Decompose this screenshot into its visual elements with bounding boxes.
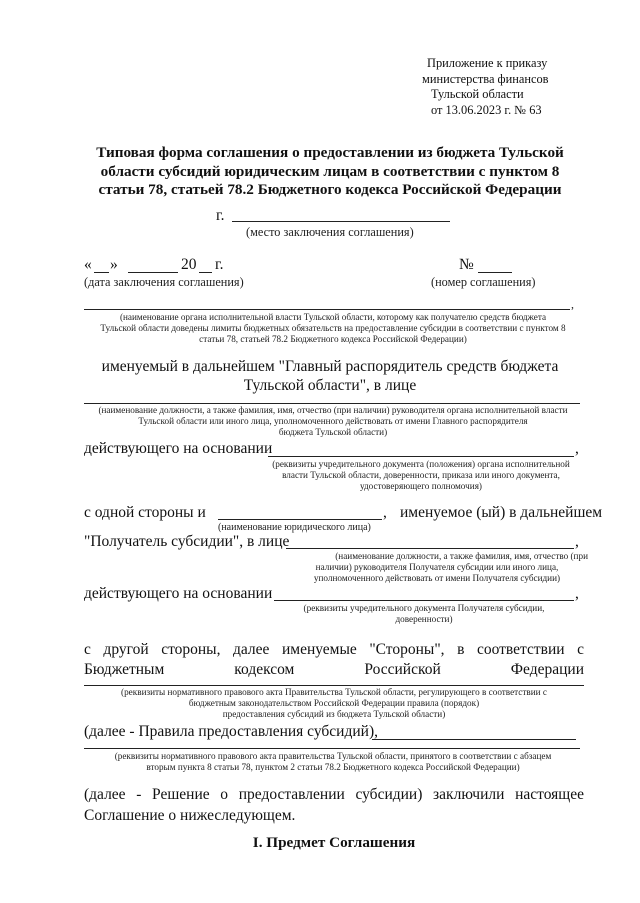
section-heading: I. Предмет Соглашения <box>252 834 416 851</box>
date-month-line[interactable] <box>128 272 178 273</box>
party-comma: , <box>383 504 387 521</box>
org-comma: , <box>571 297 574 311</box>
recipient-comma: , <box>575 533 579 550</box>
recipient-name-line[interactable] <box>286 548 574 549</box>
basis2-caption: (реквизиты учредительного документа Получателя субсидии, доверенности) <box>303 603 545 624</box>
rules-act-line[interactable] <box>84 685 584 686</box>
basis2-comma: , <box>575 585 579 602</box>
appendix-date: от 13.06.2023 г. № 63 <box>431 102 542 117</box>
org-caption: (наименование органа исполнительной власти Тульской области, которому как получателю средств бюджета Тульской области доведены лимиты бюджетных обязательств на предоставление субсидии в соответствии с пунктом 8 статьи 78, статьей 78.2 Бюджетного кодекса Российской Федерации) <box>100 312 566 344</box>
place-prefix: г. <box>216 207 225 224</box>
date-year-line[interactable] <box>199 272 212 273</box>
basis1-caption: (реквизиты учредительного документа (положения) органа исполнительной власти Тульской области, доверенности, приказа или иного документа, удостоверяющего полномочия) <box>272 459 570 491</box>
rules-caption: (реквизиты нормативного правового акта Правительства Тульской области, регулирующего в соответствии с бюджетным законодательством Российской Федерации правила (порядок) предоставления субсидий из бюджета Тульской области) <box>121 687 547 719</box>
recipient-text: "Получатель субсидии", в лице <box>84 533 290 550</box>
date-day-line[interactable] <box>94 272 109 273</box>
date-caption: (дата заключения соглашения) <box>84 275 244 289</box>
basis1-input-line[interactable] <box>268 456 574 457</box>
number-input-line[interactable] <box>478 272 512 273</box>
appendix-line: министерства финансов <box>422 71 549 86</box>
party-caption: (наименование юридического лица) <box>218 522 371 533</box>
rules-text: (далее - Правила предоставления субсидий), <box>84 723 378 740</box>
recipient-caption: (наименование должности, а также фамилия, имя, отчество (при наличии) руководителя Получателя субсидии или иного лица, уполномоченного действовать от имени Получателя субсидии) <box>313 551 588 583</box>
named-text: именуемый в дальнейшем "Главный распорядитель средств бюджета Тульской области", в лице <box>101 358 559 394</box>
head-caption: (наименование должности, а также фамилия, имя, отчество (при наличии) руководителя органа исполнительной власти Тульской области или иного лица, уполномоченного действовать от имени Главного распорядителя бюджета Тульской области) <box>98 405 568 437</box>
number-caption: (номер соглашения) <box>431 275 536 289</box>
date-year-prefix: 20 <box>181 256 197 273</box>
basis1-comma: , <box>575 440 579 457</box>
party-left: с одной стороны и <box>84 504 206 521</box>
title-line: статьи 78, статьей 78.2 Бюджетного кодекса Российской Федерации <box>98 181 562 198</box>
number-sign: № <box>459 256 474 273</box>
place-input-line[interactable] <box>232 221 450 222</box>
decision-caption: (реквизиты нормативного правового акта правительства Тульской области, принятого в соответствии с абзацем вторым пункта 8 статьи 78, пунктом 2 статьи 78.2 Бюджетного кодекса Российской Федерации) <box>114 751 552 772</box>
date-year-suffix: г. <box>215 256 224 273</box>
appendix-block <box>422 56 549 118</box>
rules-input-line[interactable] <box>372 739 576 740</box>
decision-act-line[interactable] <box>84 748 580 749</box>
party-name-line[interactable] <box>218 519 382 520</box>
head-name-line[interactable] <box>84 403 580 404</box>
appendix-line: Приложение к приказу <box>427 56 548 70</box>
decision-paragraph: (далее - Решение о предоставлении субсидии) заключили настоящее Соглашение о нижеследующем. <box>84 786 584 824</box>
appendix-line: Тульской области <box>431 87 524 101</box>
org-name-line[interactable] <box>84 309 570 310</box>
date-open-quote: « <box>84 256 92 273</box>
basis1-text: действующего на основании <box>84 440 273 457</box>
title-line: области субсидий юридическим лицам в соответствии с пунктом 8 <box>100 162 560 180</box>
date-close-quote: » <box>110 256 118 273</box>
basis2-text: действующего на основании <box>84 585 273 602</box>
other-side-paragraph: с другой стороны, далее именуемые "Стороны", в соответствии с Бюджетным кодексом Российской Федерации <box>84 641 584 678</box>
title-line: Типовая форма соглашения о предоставлении из бюджета Тульской <box>96 144 564 161</box>
party-right: именуемое (ый) в дальнейшем <box>400 504 603 521</box>
place-caption: (место заключения соглашения) <box>246 225 414 239</box>
basis2-input-line[interactable] <box>274 600 574 601</box>
document-title <box>60 144 600 200</box>
